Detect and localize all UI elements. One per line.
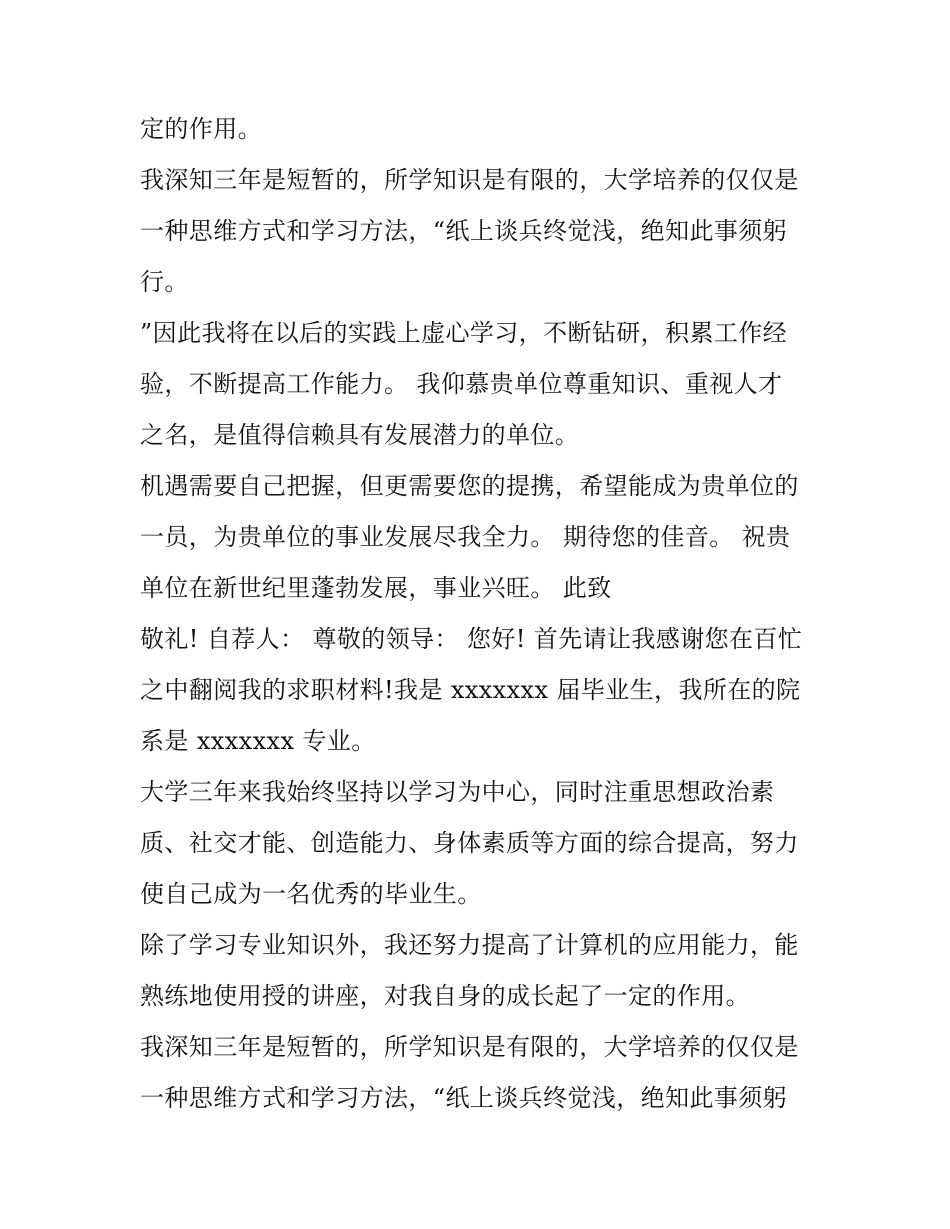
text-line: 机遇需要自己把握，但更需要您的提携，希望能成为贵单位的 [140, 472, 799, 500]
text-line: 敬礼! 自荐人： 尊敬的领导： 您好! 首先请让我感谢您在百忙 [140, 625, 803, 653]
text-line: 熟练地使用授的讲座，对我自身的成长起了一定的作用。 [140, 982, 750, 1010]
text-line: 一员，为贵单位的事业发展尽我全力。 期待您的佳音。 祝贵 [140, 523, 791, 551]
text-line: 单位在新世纪里蓬勃发展，事业兴旺。 此致 [140, 574, 612, 602]
text-line: 验，不断提高工作能力。 我仰慕贵单位尊重知识、重视人才 [140, 370, 783, 398]
text-line: 行。 [140, 268, 189, 296]
text-line: 我深知三年是短暂的，所学知识是有限的，大学培养的仅仅是 [140, 1033, 799, 1061]
text-line: 之名，是值得信赖具有发展潜力的单位。 [140, 421, 580, 449]
text-line: 质、社交才能、创造能力、身体素质等方面的综合提高，努力 [140, 829, 799, 857]
text-line: 系是 xxxxxxx 专业。 [140, 727, 376, 755]
text-line: 我深知三年是短暂的，所学知识是有限的，大学培养的仅仅是 [140, 166, 799, 194]
text-line: 使自己成为一名优秀的毕业生。 [140, 880, 482, 908]
text-line: 一种思维方式和学习方法，“纸上谈兵终觉浅，绝知此事须躬 [140, 217, 788, 245]
text-line: ”因此我将在以后的实践上虚心学习，不断钻研，积累工作经 [140, 319, 788, 347]
text-line: 之中翻阅我的求职材料!我是 xxxxxxx 届毕业生，我所在的院 [140, 676, 801, 704]
text-line: 一种思维方式和学习方法，“纸上谈兵终觉浅，绝知此事须躬 [140, 1084, 788, 1112]
text-line: 大学三年来我始终坚持以学习为中心，同时注重思想政治素 [140, 778, 775, 806]
document-body [140, 104, 820, 1124]
text-line: 定的作用。 [140, 115, 262, 143]
text-line: 除了学习专业知识外，我还努力提高了计算机的应用能力，能 [140, 931, 799, 959]
